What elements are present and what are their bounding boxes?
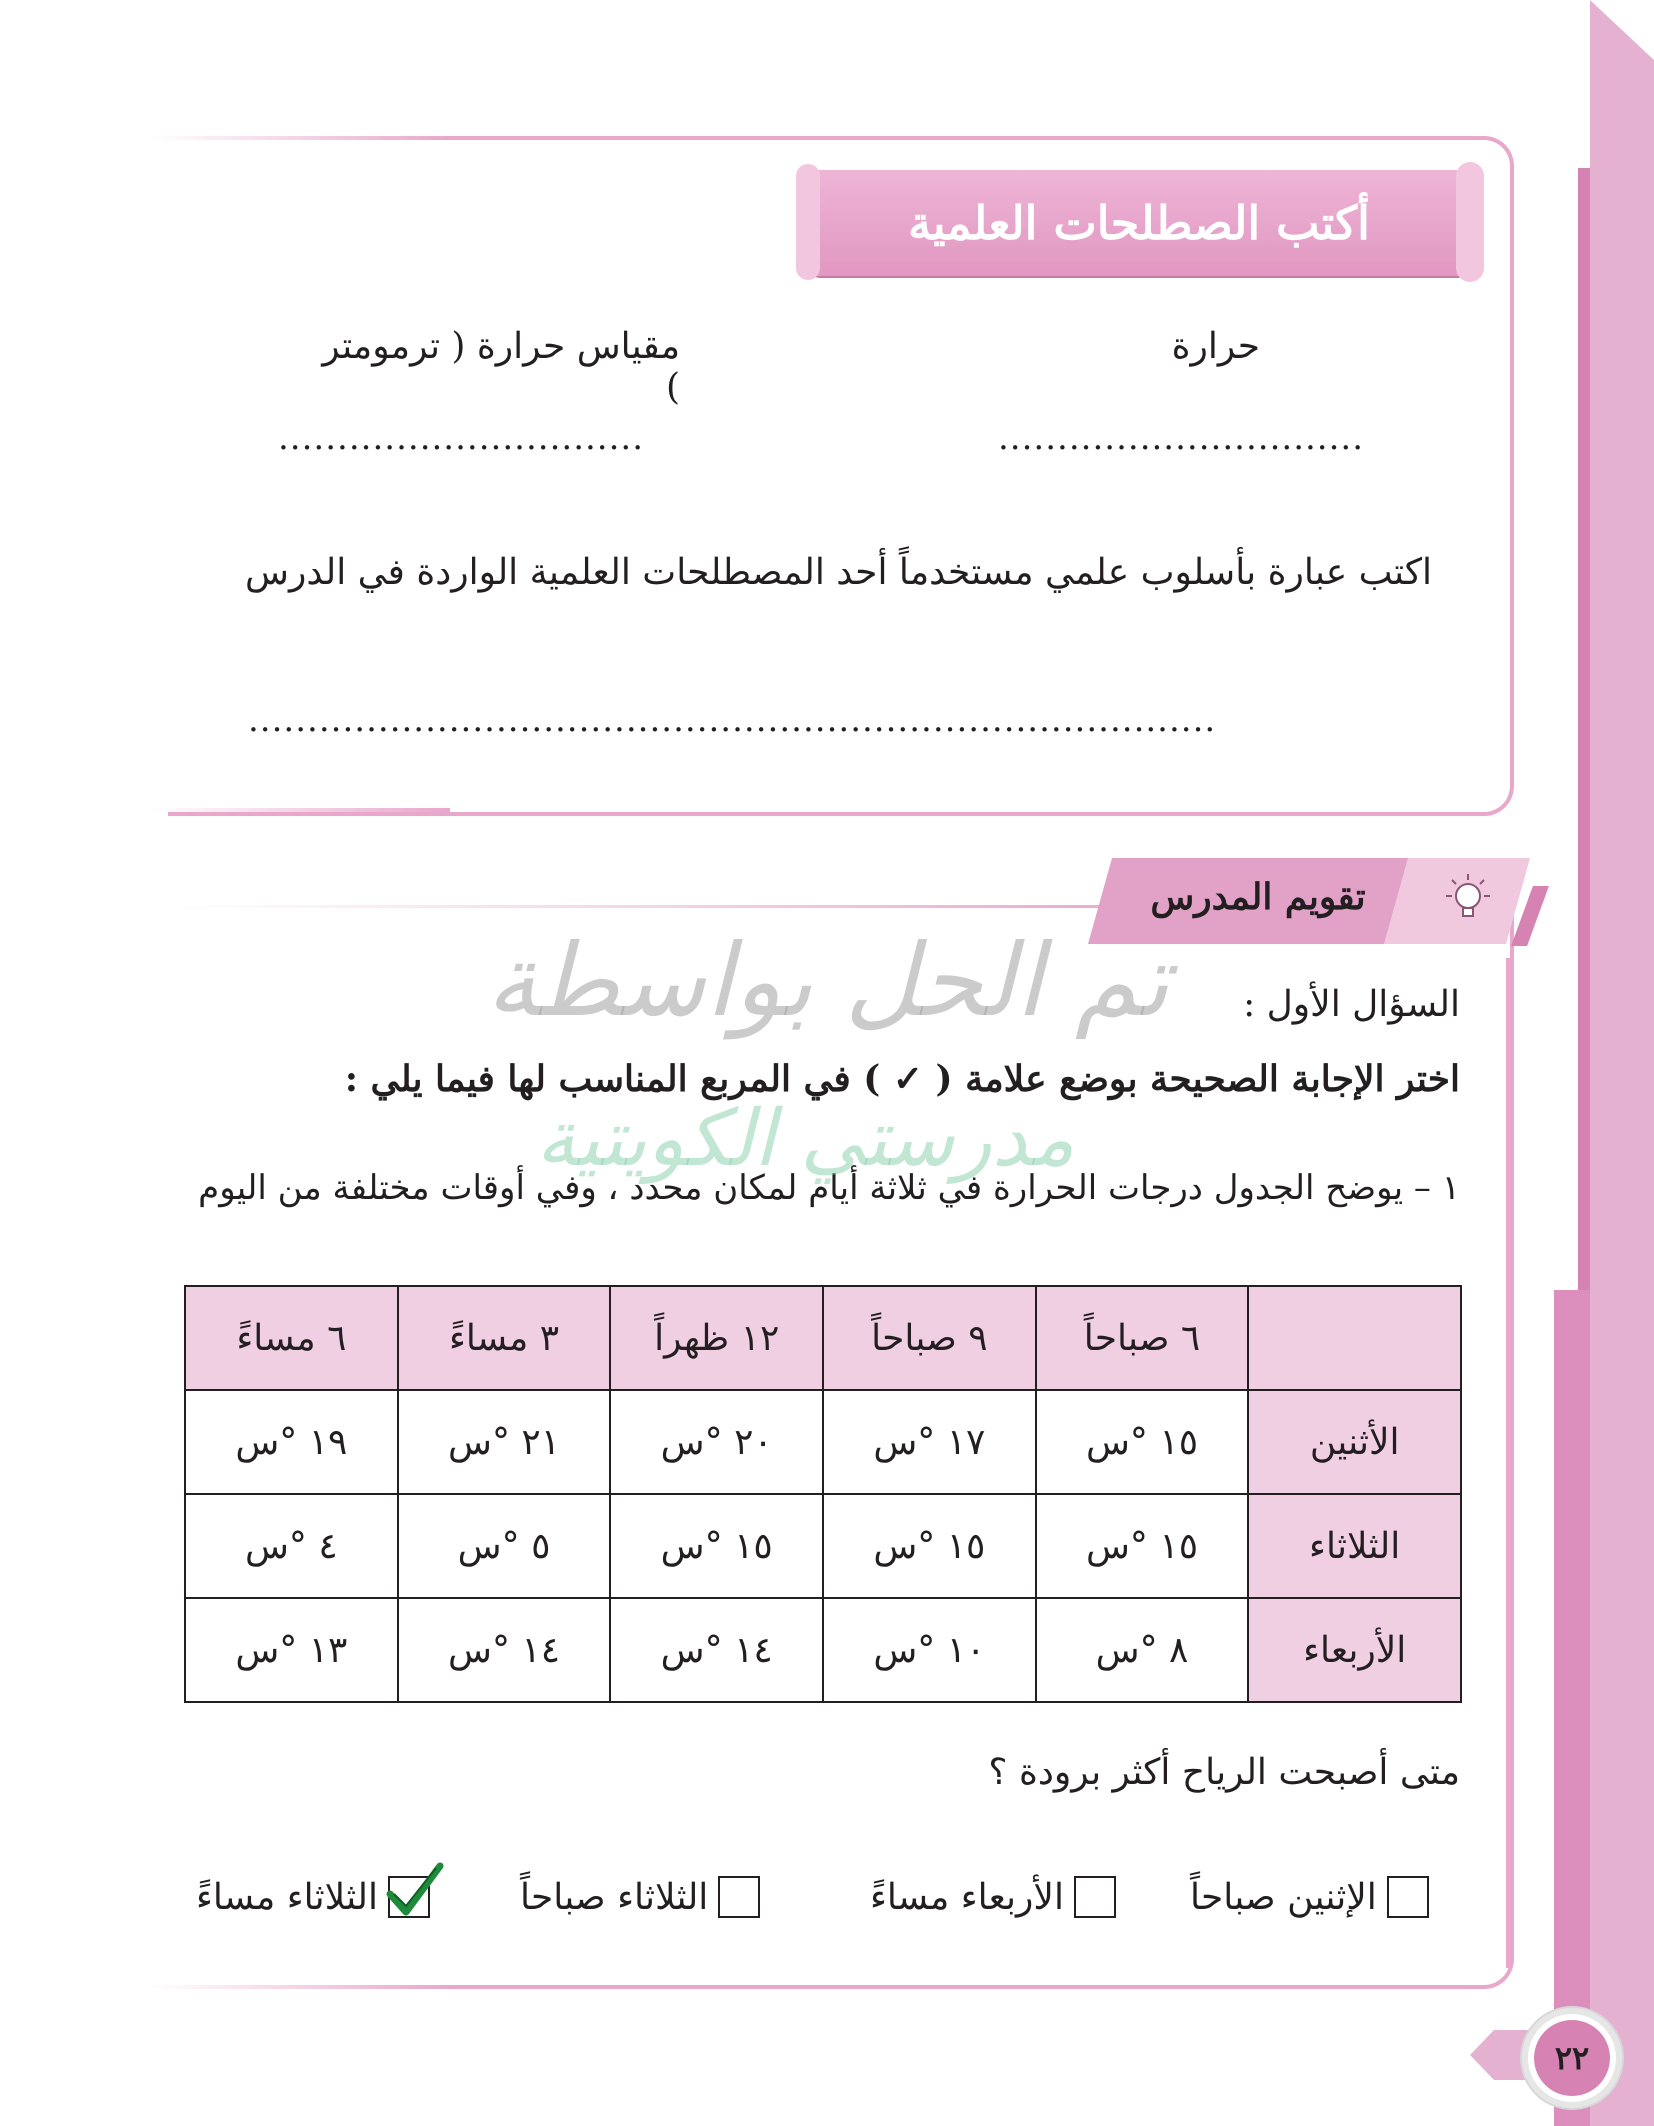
checkbox[interactable] (718, 1876, 760, 1918)
table-cell: ١٩ °س (185, 1390, 398, 1494)
table-cell: ٥ °س (398, 1494, 611, 1598)
watermark-text: تم الحل بواسطة (486, 922, 1170, 1039)
table-cell: ٢١ °س (398, 1390, 611, 1494)
section-title-banner (806, 170, 1472, 276)
table-header-row (185, 1286, 1461, 1390)
question-1-label: السؤال الأول : (1243, 984, 1460, 1025)
panel-divider (150, 808, 450, 812)
day-cell: الأثنين (1248, 1390, 1461, 1494)
temperature-table (184, 1285, 1462, 1703)
table-row (185, 1494, 1461, 1598)
instruction-write-sentence: اكتب عبارة بأسلوب علمي مستخدماً أحد المصطلحات العلمية الواردة في الدرس (245, 552, 1432, 593)
table-header-cell: ٩ صباحاً (823, 1286, 1036, 1390)
question-coldest: متى أصبحت الرياح أكثر برودة ؟ (988, 1752, 1460, 1793)
table-cell: ١٠ °س (823, 1598, 1036, 1702)
table-header-cell: ٦ مساءً (185, 1286, 398, 1390)
term-thermometer: مقياس حرارة ( ترمومتر ) (322, 326, 680, 408)
option-wednesday-evening[interactable] (870, 1872, 1116, 1922)
option-label: الثلاثاء صباحاً (520, 1876, 709, 1918)
watermark-text: مدرستي الكويتية (536, 1094, 1075, 1184)
table-header-cell: ١٢ ظهراً (610, 1286, 823, 1390)
table-cell: ١٥ °س (823, 1494, 1036, 1598)
term-heat: حرارة (1171, 326, 1260, 367)
answer-line-heat[interactable]: ............................... (998, 418, 1365, 458)
side-band-fold (1590, 0, 1654, 60)
lightbulb-icon (1438, 870, 1498, 930)
table-cell: ٢٠ °س (610, 1390, 823, 1494)
page-tab (1470, 2030, 1530, 2080)
table-row (185, 1390, 1461, 1494)
answer-line-thermometer[interactable]: ............................... (278, 418, 645, 458)
evaluation-tab-label: تقويم المدرس (1150, 876, 1366, 918)
section-title: أكتب الصطلحات العلمية (908, 196, 1370, 250)
page-number-badge (1522, 2008, 1622, 2108)
panel-divider (150, 136, 450, 140)
table-cell: ١٥ °س (1036, 1390, 1249, 1494)
check-mark-icon (384, 1860, 444, 1920)
table-cell: ١٧ °س (823, 1390, 1036, 1494)
option-tuesday-morning[interactable] (520, 1872, 760, 1922)
table-cell: ١٤ °س (610, 1598, 823, 1702)
table-header-cell (1248, 1286, 1461, 1390)
day-cell: الأربعاء (1248, 1598, 1461, 1702)
answer-line-sentence[interactable]: .................................................................................. (248, 700, 1217, 740)
table-header-cell: ٣ مساءً (398, 1286, 611, 1390)
table-cell: ١٥ °س (1036, 1494, 1249, 1598)
page-number: ٢٢ (1534, 2020, 1610, 2096)
option-monday-morning[interactable] (1190, 1872, 1429, 1922)
option-tuesday-evening[interactable] (196, 1872, 430, 1922)
table-row (185, 1598, 1461, 1702)
option-label: الأربعاء مساءً (870, 1876, 1064, 1918)
choose-instruction: اختر الإجابة الصحيحة بوضع علامة ( ✓ ) في المربع المناسب لها فيما يلي : (344, 1058, 1460, 1100)
table-cell: ٤ °س (185, 1494, 398, 1598)
table-header-cell: ٦ صباحاً (1036, 1286, 1249, 1390)
item-1-text: ١ – يوضح الجدول درجات الحرارة في ثلاثة أيام لمكان محدد ، وفي أوقات مختلفة من اليوم (198, 1168, 1460, 1208)
day-cell: الثلاثاء (1248, 1494, 1461, 1598)
table-cell: ١٤ °س (398, 1598, 611, 1702)
side-band (1590, 0, 1654, 2126)
table-cell: ٨ °س (1036, 1598, 1249, 1702)
option-label: الثلاثاء مساءً (196, 1876, 378, 1918)
checkbox-checked[interactable] (388, 1876, 430, 1918)
option-label: الإثنين صباحاً (1190, 1876, 1377, 1918)
table-cell: ١٥ °س (610, 1494, 823, 1598)
panel-divider (150, 1985, 450, 1989)
table-cell: ١٣ °س (185, 1598, 398, 1702)
checkbox[interactable] (1074, 1876, 1116, 1918)
checkbox[interactable] (1387, 1876, 1429, 1918)
side-band-lower (1554, 1290, 1590, 2126)
